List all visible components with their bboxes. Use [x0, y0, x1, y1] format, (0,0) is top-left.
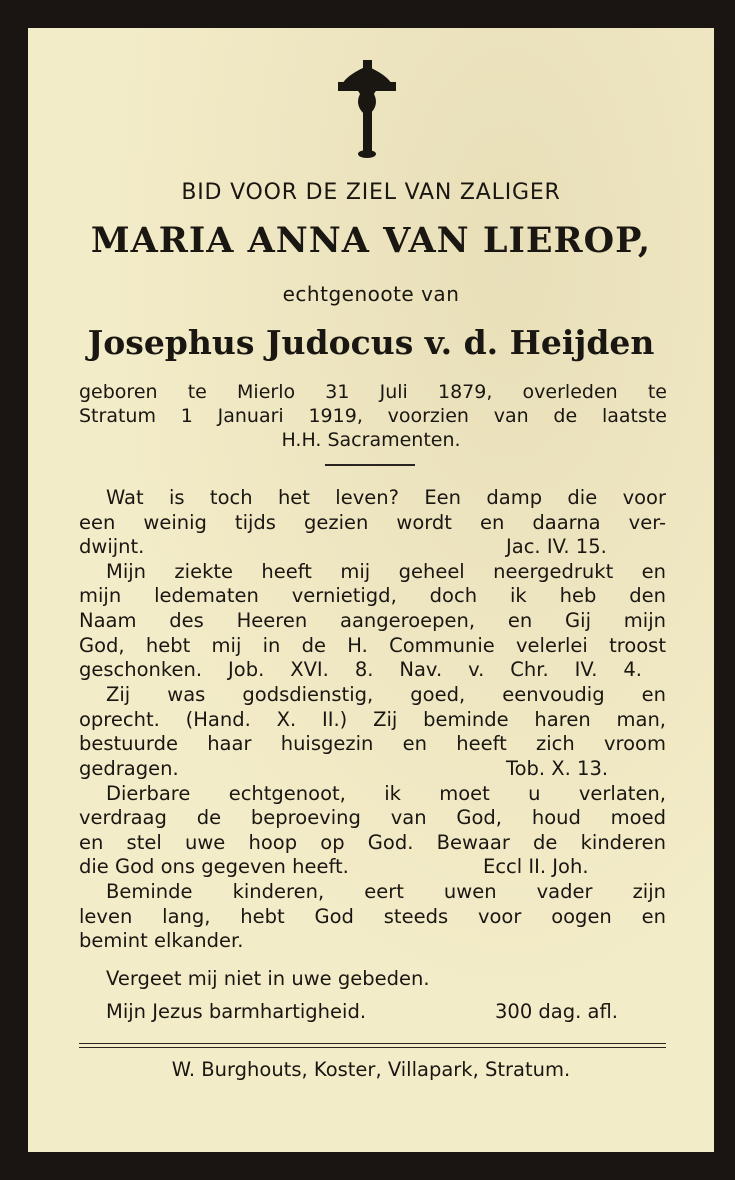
verse-line: een weinig tijds gezien wordt en daarna ver- [79, 511, 666, 534]
verse-line: God, hebt mij in de H. Communie velerlei troost [79, 634, 666, 657]
verse-line: Dierbare echtgenoot, ik moet u verlaten, [106, 782, 666, 805]
verse-line: en stel uwe hoop op God. Bewaar de kinderen [79, 831, 666, 854]
cross-icon [334, 58, 400, 158]
indulgence-days: 300 dag. afl. [495, 1000, 618, 1023]
relation-label: echtgenoote van [282, 282, 460, 306]
printer-credit: W. Burghouts, Koster, Villapark, Stratum. [171, 1058, 571, 1081]
verse-line: verdraag de beproeving van God, houd moed [79, 806, 666, 829]
indulgence-prayer: Mijn Jezus barmhartigheid. [106, 1000, 367, 1023]
scripture-ref: Eccl II. Joh. [483, 855, 589, 878]
deceased-name: MARIA ANNA VAN LIEROP, [90, 220, 652, 261]
verse-line: gedragen. [79, 757, 179, 780]
verse-line: dwijnt. [79, 535, 145, 558]
memorial-card [28, 28, 714, 1152]
verse-line: bemint elkander. [79, 929, 244, 952]
verse-line: Wat is toch het leven? Een damp die voor [106, 486, 666, 509]
spouse-name: Josephus Judocus v. d. Heijden [87, 323, 655, 362]
divider [79, 1043, 666, 1044]
scripture-ref: Tob. X. 13. [506, 757, 609, 780]
bio-line: H.H. Sacramenten. [281, 429, 461, 451]
verse-line: die God ons gegeven heeft. [79, 855, 349, 878]
verse-line: Naam des Heeren aangeroepen, en Gij mijn [79, 609, 666, 632]
divider [325, 464, 415, 466]
verse-line: leven lang, hebt God steeds voor oogen en [79, 905, 666, 928]
prayer: Vergeet mij niet in uwe gebeden. [106, 967, 430, 990]
verse-line: Beminde kinderen, eert uwen vader zijn [106, 880, 666, 903]
heading: BID VOOR DE ZIEL VAN ZALIGER [181, 180, 561, 205]
verse-line: bestuurde haar huisgezin en heeft zich vroom [79, 732, 666, 755]
divider [79, 1047, 666, 1048]
bio-line: geboren te Mierlo 31 Juli 1879, overleden te [79, 381, 667, 403]
scripture-ref: Jac. IV. 15. [506, 535, 607, 558]
verse-line: geschonken. Job. XVI. 8. Nav. v. Chr. IV. 4. [79, 658, 642, 681]
verse-line: Zij was godsdienstig, goed, eenvoudig en [106, 683, 666, 706]
verse-line: oprecht. (Hand. X. II.) Zij beminde haren man, [79, 708, 666, 731]
verse-line: Mijn ziekte heeft mij geheel neergedrukt en [106, 560, 666, 583]
bio-line: Stratum 1 Januari 1919, voorzien van de laatste [79, 405, 667, 427]
verse-line: mijn ledematen vernietigd, doch ik heb den [79, 584, 666, 607]
